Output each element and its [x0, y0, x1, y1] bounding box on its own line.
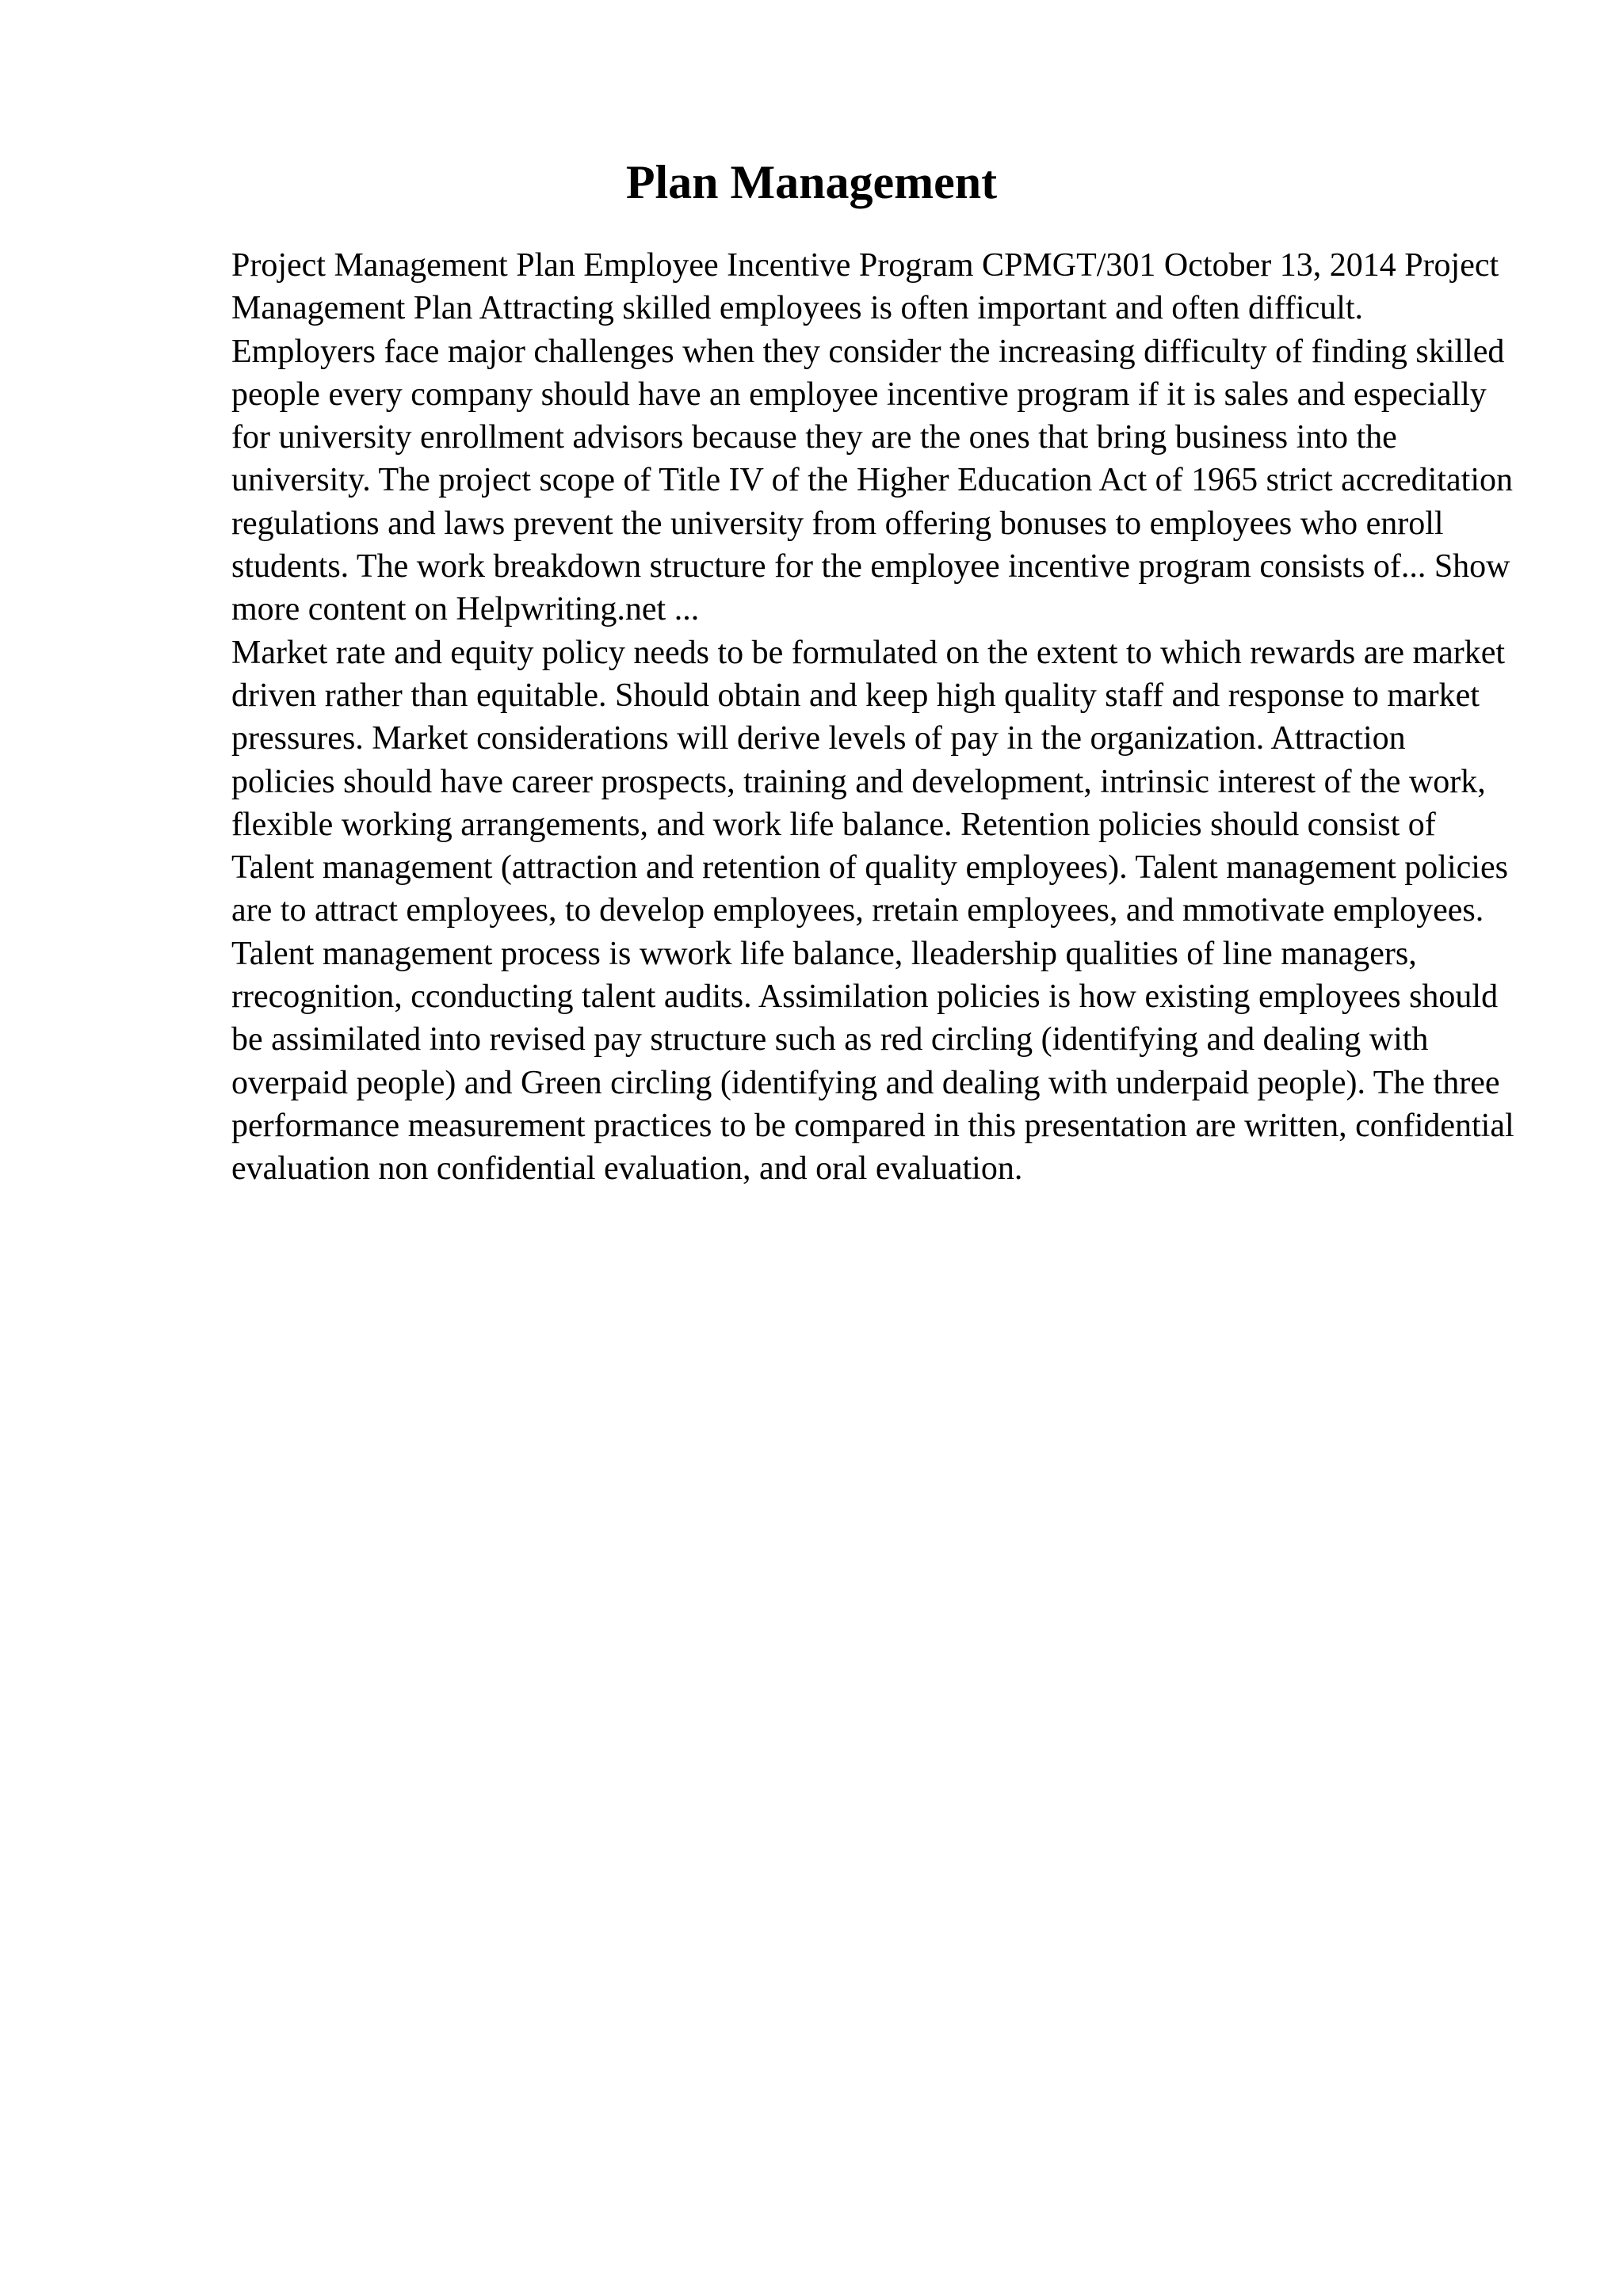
document-body	[231, 244, 1515, 1191]
body-paragraph-1: Project Management Plan Employee Incentive Program CPMGT/301 October 13, 2014 Project Management Plan Attracting skilled employees is often important and often difficult. Employers face major challenges when they consider the increasing difficulty of finding skilled people every company should have an employee incentive program if it is sales and especially for university enrollment advisors because they are the ones that bring business into the university. The project scope of Title IV of the Higher Education Act of 1965 strict accreditation regulations and laws prevent the university from offering bonuses to employees who enroll students. The work breakdown structure for the employee incentive program consists of... Show more content on Helpwriting.net ...	[231, 247, 1513, 628]
page-title: Plan Management	[625, 156, 998, 208]
body-paragraph-2: Market rate and equity policy needs to be formulated on the extent to which rewards are market driven rather than equitable. Should obtain and keep high quality staff and response to market pressures. Market considerations will derive levels of pay in the organization. Attraction policies should have career prospects, training and development, intrinsic interest of the work, flexible working arrangements, and work life balance. Retention policies should consist of Talent management (attraction and retention of quality employees). Talent management policies are to attract employees, to develop employees, rretain employees, and mmotivate employees. Talent management process is wwork life balance, lleadership qualities of line managers, rrecognition, cconducting talent audits. Assimilation policies is how existing employees should be assimilated into revised pay structure such as red circling (identifying and dealing with overpaid people) and Green circling (identifying and dealing with underpaid people). The three performance measurement practices to be compared in this presentation are written, confidential evaluation non confidential evaluation, and oral evaluation.	[231, 634, 1514, 1188]
